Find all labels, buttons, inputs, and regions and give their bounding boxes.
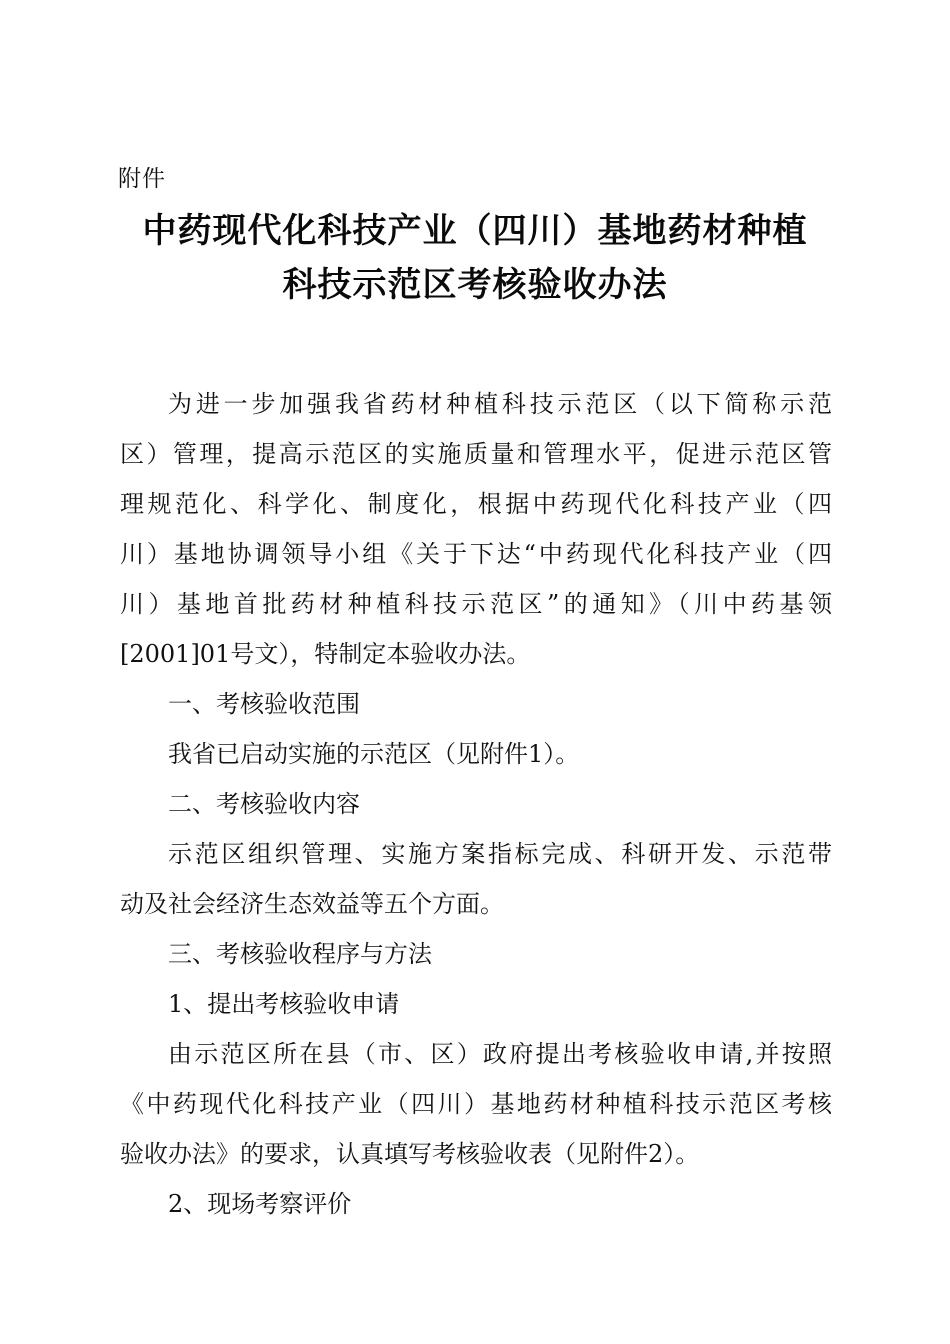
attachment-label: 附件 — [118, 166, 166, 192]
intro-line: 区）管理，提高示范区的实施质量和管理水平，促进示范区管 — [120, 440, 832, 468]
step-1-line: 《中药现代化科技产业（四川）基地药材种植科技示范区考核 — [120, 1090, 832, 1118]
section-2-line: 动及社会经济生态效益等五个方面。 — [120, 890, 504, 918]
step-1-heading: 1、提出考核验收申请 — [168, 990, 400, 1018]
section-3-heading: 三、考核验收程序与方法 — [168, 940, 432, 968]
intro-line: 川）基地协调领导小组《关于下达“中药现代化科技产业（四 — [120, 540, 832, 568]
document-title-line-1: 中药现代化科技产业（四川）基地药材种植 — [142, 211, 808, 251]
intro-line: 川）基地首批药材种植科技示范区”的通知》（川中药基领 — [120, 590, 832, 618]
document-title-line-2: 科技示范区考核验收办法 — [282, 265, 668, 305]
intro-line: 为进一步加强我省药材种植科技示范区（以下简称示范 — [168, 390, 832, 418]
section-1-heading: 一、考核验收范围 — [168, 690, 360, 718]
intro-line: 理规范化、科学化、制度化，根据中药现代化科技产业（四 — [120, 490, 832, 518]
section-2-heading: 二、考核验收内容 — [168, 790, 360, 818]
intro-line: [2001]01号文），特制定本验收办法。 — [120, 640, 531, 668]
section-1-text: 我省已启动实施的示范区（见附件1）。 — [168, 740, 580, 768]
section-2-line: 示范区组织管理、实施方案指标完成、科研开发、示范带 — [168, 840, 832, 868]
step-2-heading: 2、现场考察评价 — [168, 1190, 352, 1218]
step-1-line: 由示范区所在县（市、区）政府提出考核验收申请,并按照 — [168, 1040, 832, 1068]
step-1-line: 验收办法》的要求，认真填写考核验收表（见附件2）。 — [120, 1140, 700, 1168]
